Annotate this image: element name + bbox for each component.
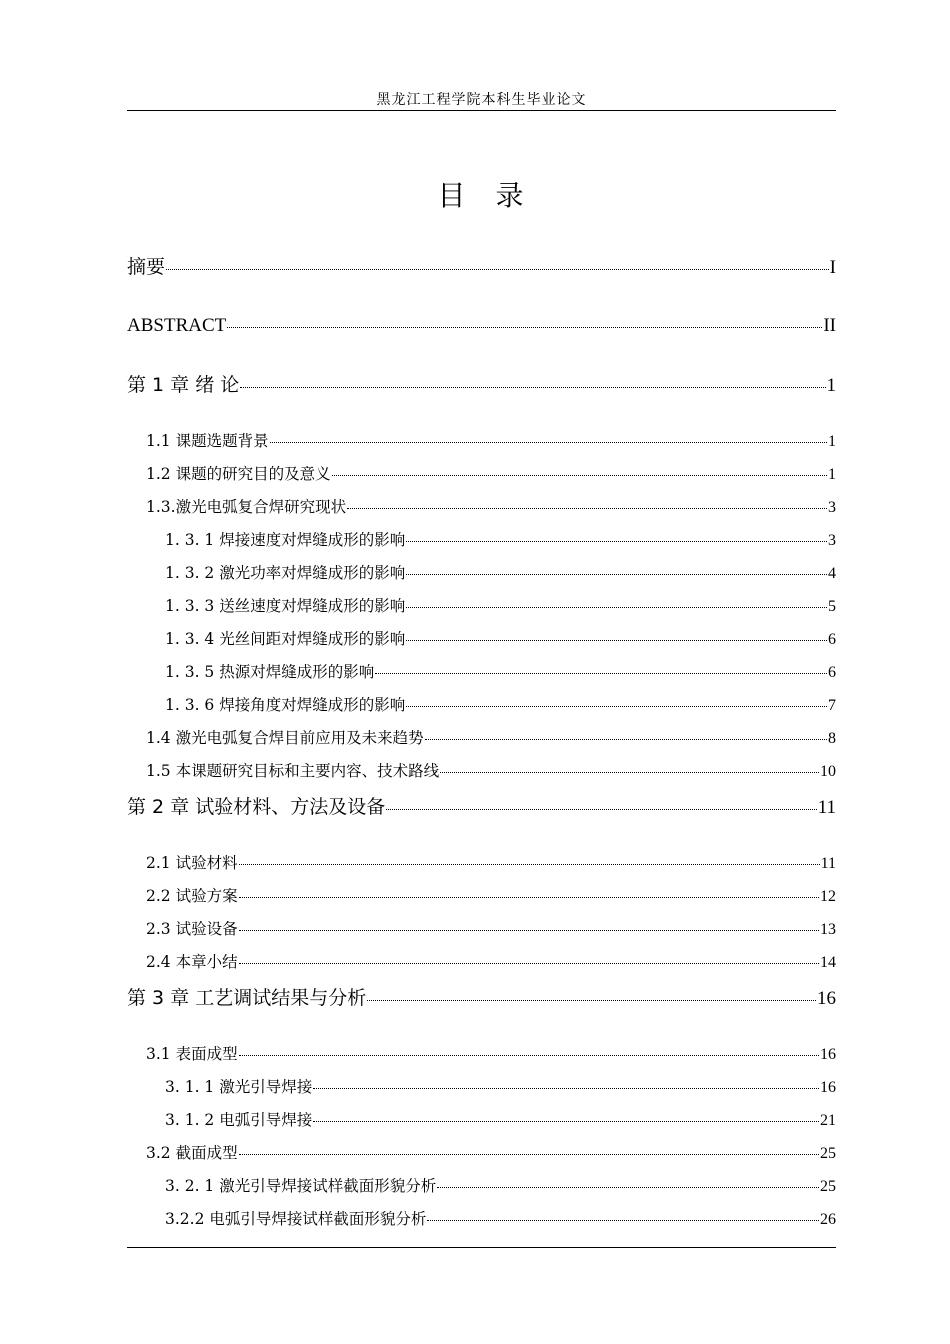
toc-entry-level-2[interactable] (127, 885, 836, 918)
toc-entry-level-3[interactable] (127, 1208, 836, 1241)
toc-entry-label: 1. 3. 1 焊接速度对焊缝成形的影响 (165, 531, 406, 549)
toc-leader-dots (347, 507, 827, 509)
toc-entry-level-1[interactable] (127, 312, 836, 371)
toc-entry-level-2[interactable] (127, 918, 836, 951)
toc-entry-label: 第 3 章 工艺调试结果与分析 (127, 987, 367, 1009)
toc-entry-level-2[interactable] (127, 430, 836, 463)
toc-entry-page: 11 (820, 855, 836, 872)
toc-entry-label: 3. 1. 1 激光引导焊接 (165, 1078, 313, 1096)
toc-entry-level-1[interactable] (127, 253, 836, 312)
toc-entry-label: 1.1 课题选题背景 (146, 432, 269, 450)
toc-entry-level-3[interactable] (127, 1076, 836, 1109)
toc-entry-level-2[interactable] (127, 1142, 836, 1175)
toc-entry-level-3[interactable] (127, 661, 836, 694)
title-char-right: 录 (495, 179, 526, 212)
toc-entry-label: 1.3.激光电弧复合焊研究现状 (146, 498, 347, 516)
toc-leader-dots (367, 999, 816, 1001)
toc-entry-label: 1. 3. 4 光丝间距对焊缝成形的影响 (165, 630, 406, 648)
toc-entry-level-1[interactable] (127, 984, 836, 1043)
toc-entry-page: 6 (828, 664, 836, 681)
toc-entry-level-3[interactable] (127, 1109, 836, 1142)
toc-entry-level-2[interactable] (127, 951, 836, 984)
toc-entry-page: 16 (817, 988, 836, 1009)
toc-entry-page: I (829, 257, 836, 278)
toc-entry-level-3[interactable] (127, 694, 836, 727)
toc-entry-page: 12 (820, 888, 836, 905)
toc-entry-label: 1. 3. 3 送丝速度对焊缝成形的影响 (165, 597, 406, 615)
toc-entry-label: 摘要 (127, 256, 166, 278)
toc-leader-dots (239, 1153, 819, 1155)
toc-entry-page: 11 (817, 797, 836, 818)
title-char-left: 目 (437, 179, 468, 212)
toc-leader-dots (227, 326, 822, 328)
toc-entry-label: 1. 3. 5 热源对焊缝成形的影响 (165, 663, 375, 681)
toc-entry-level-2[interactable] (127, 852, 836, 885)
toc-leader-dots (239, 896, 819, 898)
toc-leader-dots (313, 1087, 819, 1089)
toc-entry-page: 8 (828, 730, 836, 747)
toc-entry-label: 第 2 章 试验材料、方法及设备 (127, 796, 386, 818)
toc-leader-dots (440, 771, 819, 773)
toc-leader-dots (427, 1219, 819, 1221)
toc-entry-page: II (823, 315, 836, 336)
toc-entry-level-3[interactable] (127, 628, 836, 661)
toc-entry-page: 1 (826, 375, 836, 396)
toc-entry-label: 3.2 截面成型 (146, 1144, 238, 1162)
toc-leader-dots (406, 639, 827, 641)
toc-leader-dots (240, 386, 825, 388)
toc-entry-label: 3. 2. 1 激光引导焊接试样截面形貌分析 (165, 1177, 437, 1195)
toc-entry-label: 2.1 试验材料 (146, 854, 238, 872)
toc-leader-dots (239, 962, 819, 964)
toc-leader-dots (425, 738, 827, 740)
toc-leader-dots (386, 808, 816, 810)
footer-divider (127, 1247, 836, 1248)
toc-entry-label: 1.4 激光电弧复合焊目前应用及未来趋势 (146, 729, 424, 747)
header-divider (127, 110, 836, 111)
toc-leader-dots (406, 705, 827, 707)
toc-leader-dots (406, 540, 827, 542)
toc-entry-level-3[interactable] (127, 1175, 836, 1208)
page-title (127, 174, 836, 214)
toc-entry-label: 3.2.2 电弧引导焊接试样截面形貌分析 (165, 1210, 427, 1228)
toc-entry-label: 2.3 试验设备 (146, 920, 238, 938)
toc-entry-label: 1.2 课题的研究目的及意义 (146, 465, 331, 483)
toc-leader-dots (270, 441, 827, 443)
toc-entry-page: 3 (828, 532, 836, 549)
toc-entry-level-2[interactable] (127, 760, 836, 793)
toc-entry-page: 25 (820, 1178, 836, 1195)
toc-entry-page: 1 (828, 466, 836, 483)
toc-entry-label: 3.1 表面成型 (146, 1045, 238, 1063)
toc-entry-page: 10 (820, 763, 836, 780)
toc-leader-dots (239, 1054, 819, 1056)
toc-leader-dots (239, 863, 820, 865)
toc-entry-page: 5 (828, 598, 836, 615)
toc-entry-page: 16 (820, 1046, 836, 1063)
toc-entry-label: 1. 3. 2 激光功率对焊缝成形的影响 (165, 564, 406, 582)
toc-entry-label: 1.5 本课题研究目标和主要内容、技术路线 (146, 762, 440, 780)
toc-entry-page: 21 (820, 1112, 836, 1129)
toc-entry-level-1[interactable] (127, 371, 836, 430)
toc-entry-level-2[interactable] (127, 496, 836, 529)
toc-entry-page: 13 (820, 921, 836, 938)
toc-leader-dots (332, 474, 827, 476)
toc-entry-page: 25 (820, 1145, 836, 1162)
toc-entry-level-3[interactable] (127, 529, 836, 562)
toc-entry-level-2[interactable] (127, 1043, 836, 1076)
toc-entry-level-1[interactable] (127, 793, 836, 852)
toc-entry-label: 2.2 试验方案 (146, 887, 238, 905)
toc-entry-page: 7 (828, 697, 836, 714)
toc-leader-dots (375, 672, 827, 674)
toc-entry-label: 2.4 本章小结 (146, 953, 238, 971)
toc-leader-dots (437, 1186, 819, 1188)
toc-entry-level-3[interactable] (127, 595, 836, 628)
toc-leader-dots (313, 1120, 819, 1122)
toc-entry-label: 3. 1. 2 电弧引导焊接 (165, 1111, 313, 1129)
toc-leader-dots (406, 606, 827, 608)
toc-entry-level-2[interactable] (127, 463, 836, 496)
toc-leader-dots (166, 268, 829, 270)
toc-leader-dots (239, 929, 819, 931)
toc-entry-label: 第 1 章 绪 论 (127, 374, 240, 396)
toc-entry-page: 26 (820, 1211, 836, 1228)
toc-entry-label: ABSTRACT (127, 315, 227, 336)
toc-entry-page: 3 (828, 499, 836, 516)
toc-entry-page: 14 (820, 954, 836, 971)
toc-entry-page: 16 (820, 1079, 836, 1096)
running-header: 黑龙江工程学院本科生毕业论文 (376, 92, 587, 108)
toc-entry-level-2[interactable] (127, 727, 836, 760)
table-of-contents (127, 253, 836, 1241)
toc-entry-page: 6 (828, 631, 836, 648)
toc-entry-page: 1 (828, 433, 836, 450)
toc-entry-level-3[interactable] (127, 562, 836, 595)
toc-entry-page: 4 (828, 565, 836, 582)
toc-entry-label: 1. 3. 6 焊接角度对焊缝成形的影响 (165, 696, 406, 714)
toc-leader-dots (406, 573, 827, 575)
